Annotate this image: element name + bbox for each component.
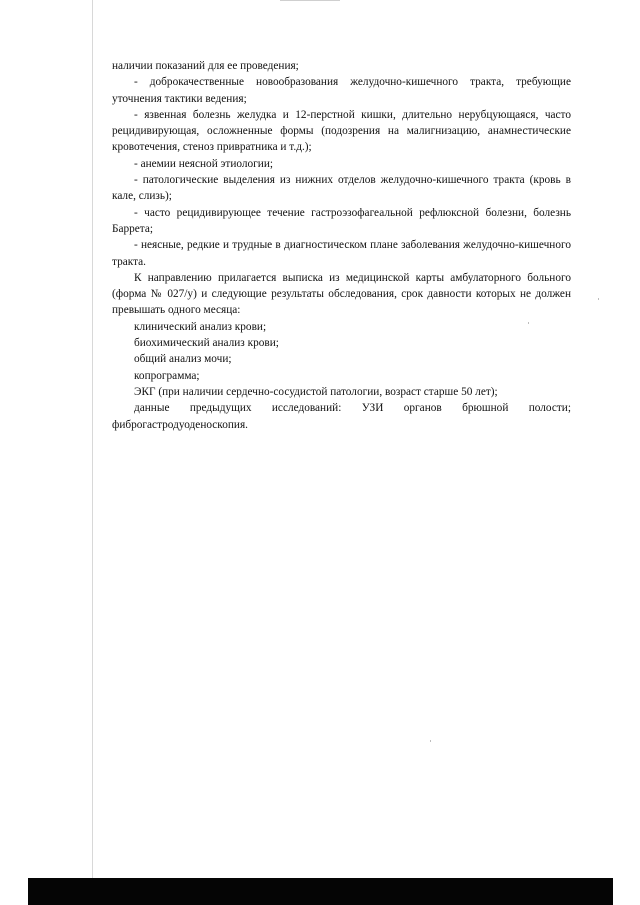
- scan-speck: [528, 322, 529, 324]
- list-item-peptic-ulcer: - язвенная болезнь желудка и 12-перстной кишки, длительно нерубцующаяся, часто рецидивирующая, осложненные формы (подозрения на малигнизацию, анамнестические кровотечения, стеноз привратника и т.д.);: [112, 108, 571, 154]
- exam-item: копрограмма;: [134, 369, 200, 382]
- exam-item: биохимический анализ крови;: [134, 337, 279, 350]
- list-item-anemia: - анемии неясной этиологии;: [134, 157, 274, 170]
- prior-studies-end: фиброгастродуоденоскопия.: [112, 418, 248, 431]
- list-item-unclear-diseases: - неясные, редкие и трудные в диагностическом плане заболевания желудочно-кишечного тракта.: [112, 239, 571, 268]
- scan-edge-left: [92, 0, 93, 878]
- paragraph-continuation: наличии показаний для ее проведения;: [112, 60, 299, 72]
- scan-footer-bar: [28, 878, 613, 905]
- scan-edge-top: [280, 0, 340, 1]
- prior-studies-line: данные предыдущих исследований: УЗИ органов брюшной полости;: [134, 402, 571, 415]
- list-item-benign-neoplasms: - доброкачественные новообразования желудочно-кишечного тракта, требующие уточнения тактики ведения;: [112, 76, 571, 105]
- list-item-reflux-disease: - часто рецидивирующее течение гастроэзофагеальной рефлюксной болезни, болезнь Баррета;: [112, 206, 571, 235]
- document-body: [112, 58, 571, 433]
- attachment-paragraph: К направлению прилагается выписка из медицинской карты амбулаторного больного (форма № 027/у) и следующие результаты обследования, срок давности которых не должен превышать одного месяца:: [112, 271, 571, 317]
- scan-speck: [430, 740, 431, 742]
- scan-speck: [598, 298, 599, 300]
- exam-item: общий анализ мочи;: [134, 353, 232, 366]
- exam-item: клинический анализ крови;: [134, 320, 267, 333]
- list-item-pathological-discharge: - патологические выделения из нижних отделов желудочно-кишечного тракта (кровь в кале, слизь);: [112, 174, 571, 203]
- exam-item: ЭКГ (при наличии сердечно-сосудистой патологии, возраст старше 50 лет);: [134, 385, 498, 398]
